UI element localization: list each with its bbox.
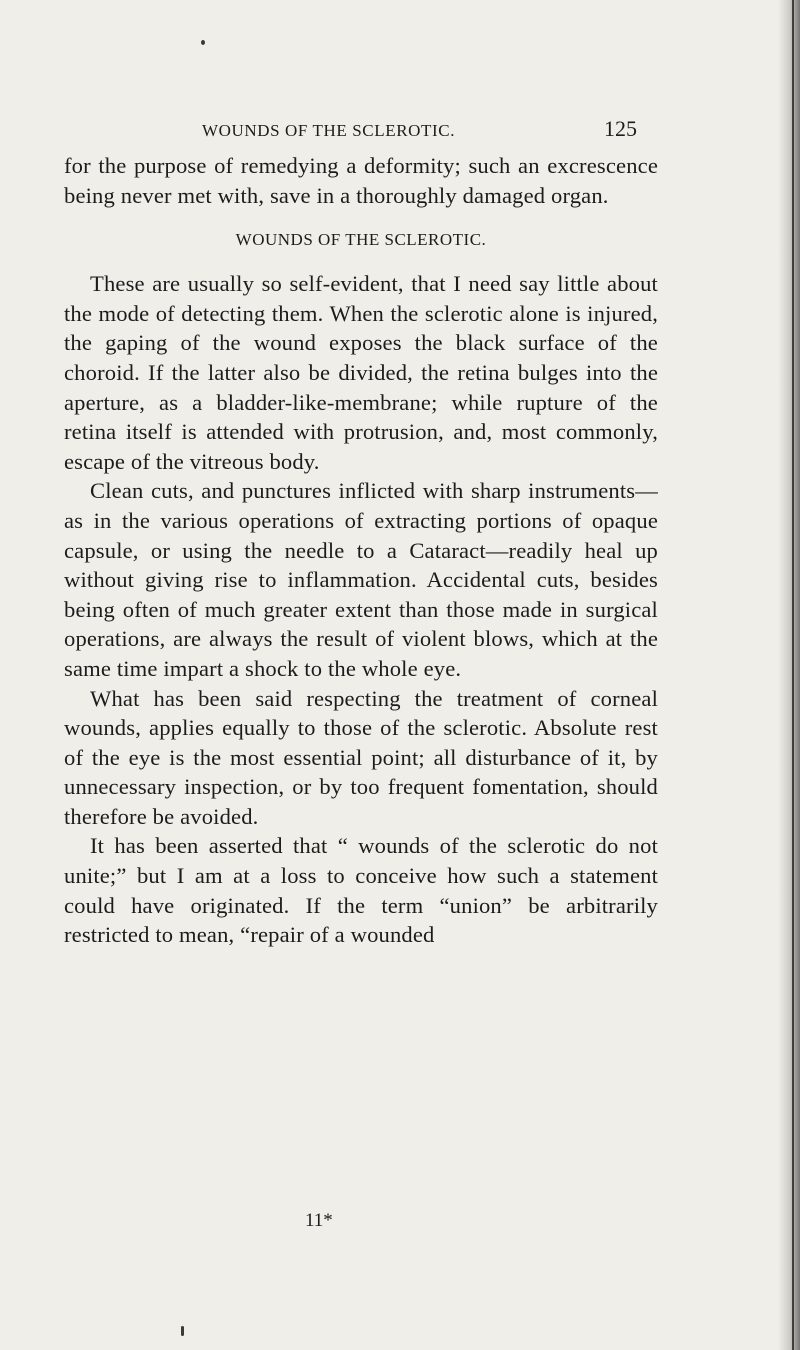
- signature-mark: 11*: [305, 1210, 333, 1231]
- paragraph: Clean cuts, and punctures inflicted with sharp instruments—as in the various operations of extracting portions of opaque capsule, or using the needle to a Cataract—readily heal up without giving rise to inflammation. Accidental cuts, besides being often of much greater extent than those made in surgical operations, are always the result of violent blows, which at the same time impart a shock to the whole eye.: [64, 478, 658, 681]
- page-edge-shadow: [778, 0, 800, 1350]
- page-number: 125: [604, 116, 637, 141]
- paragraph: What has been said respecting the treatment of corneal wounds, applies equally to those of the sclerotic. Absolute rest of the eye is the most essential point; all disturbance of it, by unnecessary inspection, or by too frequent fomentation, should therefore be avoided.: [64, 685, 658, 829]
- paragraph: It has been asserted that “ wounds of the sclerotic do not unite;” but I am at a loss to conceive how such a statement could have originated. If the term “union” be arbitrarily restricted to mean, “repair of a wounded: [64, 833, 658, 948]
- paragraph: for the purpose of remedying a deformity; such an excrescence being never met with, save in a thoroughly damaged organ.: [64, 153, 658, 208]
- paragraph: These are usually so self-evident, that I need say little about the mode of detecting them. When the sclerotic alone is injured, the gaping of the wound exposes the black surface of the choroid. If the latter also be divided, the retina bulges into the aperture, as a bladder-like-membrane; while rupture of the retina itself is attended with protrusion, and, most commonly, escape of the vitreous body.: [64, 271, 658, 474]
- ink-speck: [181, 1326, 184, 1336]
- page-edge-line: [792, 0, 794, 1350]
- running-title: WOUNDS OF THE SCLEROTIC.: [202, 121, 456, 140]
- text-column: [64, 151, 658, 950]
- ink-speck: [201, 40, 205, 45]
- running-head: [0, 118, 800, 148]
- section-heading: WOUNDS OF THE SCLEROTIC.: [235, 230, 487, 250]
